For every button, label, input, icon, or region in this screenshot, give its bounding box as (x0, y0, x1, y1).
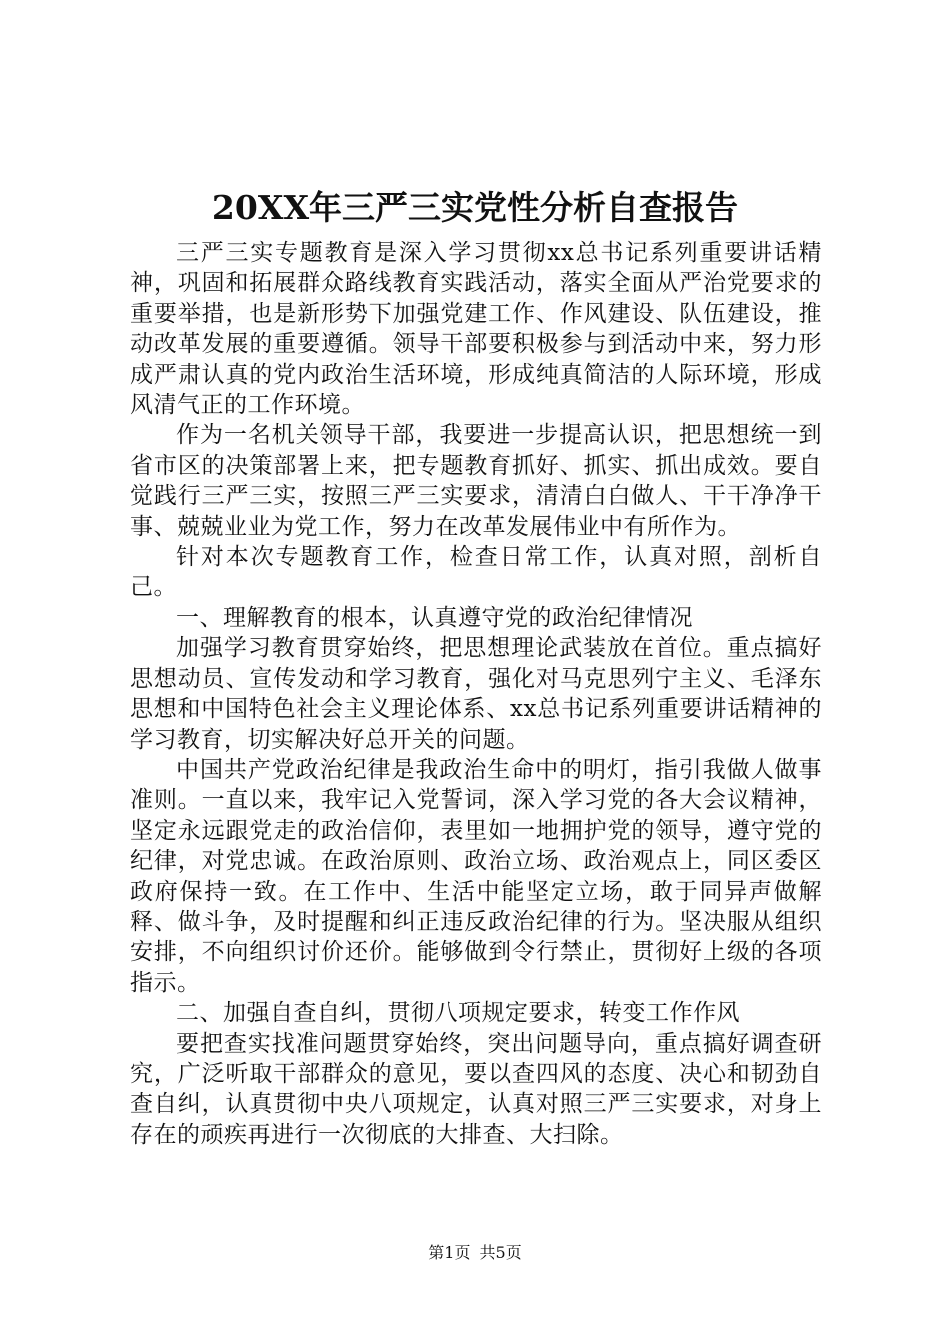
document-title: 20XX年三严三实党性分析自查报告 (211, 188, 739, 227)
paragraph-1: 三严三实专题教育是深入学习贯彻xx总书记系列重要讲话精神，巩固和拓展群众路线教育实践活动，落实全面从严治党要求的重要举措，也是新形势下加强党建工作、作风建设、队伍建设，推动改革发展的重要遵循。领导干部要积极参与到活动中来，努力形成严肃认真的党内政治生活环境，形成纯真简洁的人际环境，形成风清气正的工作环境。 (130, 240, 822, 419)
document-body (130, 238, 822, 1150)
paragraph-4: 加强学习教育贯穿始终，把思想理论武装放在首位。重点搞好思想动员、宣传发动和学习教育，强化对马克思列宁主义、毛泽东思想和中国特色社会主义理论体系、xx总书记系列重要讲话精神的学习教育，切实解决好总开关的问题。 (130, 635, 822, 753)
page-number: 第1页 (428, 1243, 471, 1262)
paragraph-3: 针对本次专题教育工作，检查日常工作，认真对照，剖析自己。 (130, 544, 822, 601)
paragraph-2: 作为一名机关领导干部，我要进一步提高认识，把思想统一到省市区的决策部署上来，把专题教育抓好、抓实、抓出成效。要自觉践行三严三实，按照三严三实要求，清清白白做人、干干净净干事、兢兢业业为党工作，努力在改革发展伟业中有所作为。 (130, 422, 822, 540)
section-heading-1: 一、理解教育的根本，认真遵守党的政治纪律情况 (176, 604, 693, 631)
section-heading-2: 二、加强自查自纠，贯彻八项规定要求，转变工作作风 (176, 1000, 740, 1027)
paragraph-6: 要把查实找准问题贯穿始终，突出问题导向，重点搞好调查研究，广泛听取干部群众的意见，要以查四风的态度、决心和韧劲自查自纠，认真贯彻中央八项规定，认真对照三严三实要求，对身上存在的顽疾再进行一次彻底的大排查、大扫除。 (130, 1030, 822, 1148)
paragraph-5: 中国共产党政治纪律是我政治生命中的明灯，指引我做人做事准则。一直以来，我牢记入党誓词，深入学习党的各大会议精神，坚定永远跟党走的政治信仰，表里如一地拥护党的领导，遵守党的纪律，对党忠诚。在政治原则、政治立场、政治观点上，同区委区政府保持一致。在工作中、生活中能坚定立场，敢于同异声做解释、做斗争，及时提醒和纠正违反政治纪律的行为。坚决服从组织安排，不向组织讨价还价。能够做到令行禁止，贯彻好上级的各项指示。 (130, 756, 822, 996)
page-total: 共5页 (479, 1243, 522, 1262)
page-footer (0, 1242, 950, 1264)
